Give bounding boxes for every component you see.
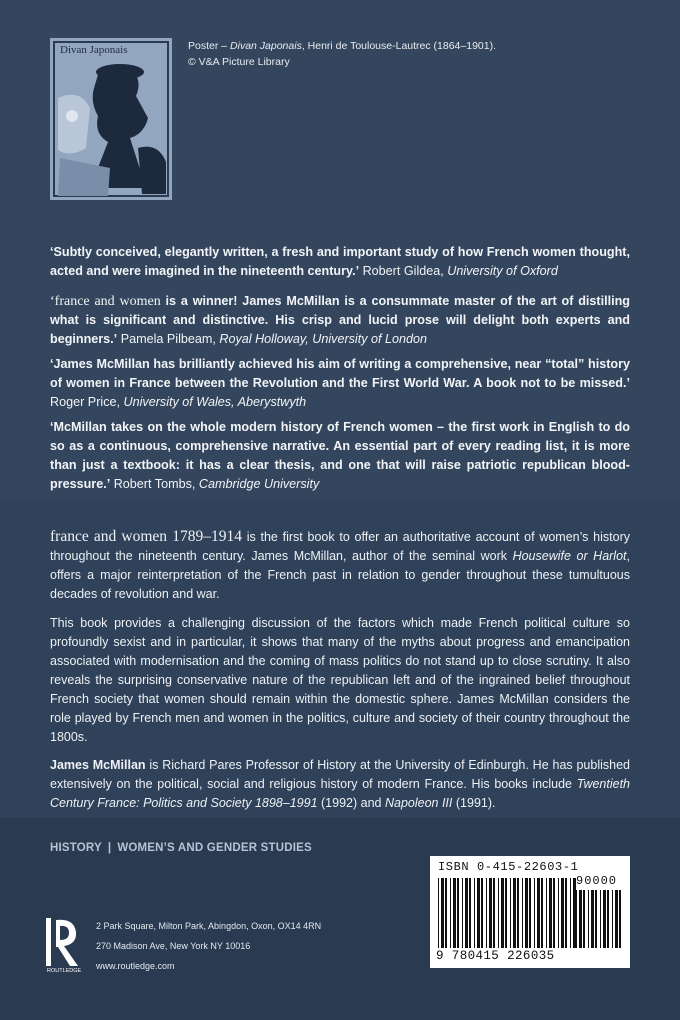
subject-primary: HISTORY xyxy=(50,842,102,854)
barcode-bar xyxy=(498,878,499,948)
cited-book: Napoleon III xyxy=(384,796,453,810)
barcode-bar xyxy=(462,878,463,948)
addon-bars xyxy=(576,890,624,948)
barcode-bar xyxy=(595,890,597,948)
barcode-bar xyxy=(541,878,543,948)
routledge-logo-icon xyxy=(44,916,90,974)
subject-categories xyxy=(50,842,312,854)
barcode-bar xyxy=(583,890,585,948)
barcode-bar xyxy=(549,878,552,948)
barcode-bar xyxy=(481,878,483,948)
barcode-bar xyxy=(513,878,516,948)
barcode-bar xyxy=(576,890,577,948)
barcode-bar xyxy=(441,878,444,948)
description-paragraph-2: This book provides a challenging discussion of the factors which made French political culture so profoundly sexist and in particular, it shows that many of the myths about progress and emancipation associated with modernisation and the coming of mass politics do not stand up to close scrutiny. It also reveals the surprising conservative nature of the republican left and of the ingrained belief throughout French society that women should remain within the domestic sphere. James McMillan considers the role played by French men and women in the politics, culture and society of their country throughout the 1800s. xyxy=(50,616,630,744)
barcode-bar xyxy=(619,890,621,948)
caption-credit: © V&A Picture Library xyxy=(188,56,290,68)
quote-affiliation: University of Wales, Aberystwyth xyxy=(123,395,307,409)
isbn-number: ISBN 0-415-22603-1 xyxy=(438,860,579,874)
barcode-bar xyxy=(445,878,447,948)
book-title: france and women 1789–1914 xyxy=(50,528,242,545)
barcode-bar xyxy=(546,878,547,948)
ean-bars xyxy=(438,878,576,948)
review-quote-2 xyxy=(50,292,630,349)
barcode-bar xyxy=(493,878,495,948)
desc-text: is Richard Pares Professor of History at the University of Edinburgh. He has published extensively on the political, social and religious history of modern France. His books include xyxy=(50,758,630,791)
review-quote-4 xyxy=(50,418,630,494)
barcode-bar xyxy=(453,878,456,948)
barcode-bar xyxy=(510,878,511,948)
barcode-bar xyxy=(558,878,559,948)
poster-image xyxy=(50,38,172,200)
barcode-bar xyxy=(486,878,487,948)
quote-affiliation: Cambridge University xyxy=(198,477,320,491)
barcode-bar xyxy=(525,878,528,948)
desc-text: (1992) and xyxy=(321,796,382,810)
caption-prefix: Poster – xyxy=(188,40,231,52)
caption-line-1 xyxy=(188,38,496,54)
author-name: James McMillan xyxy=(50,758,146,772)
barcode-bar xyxy=(465,878,468,948)
barcode-bar xyxy=(522,878,523,948)
ean-number: 9 780415 226035 xyxy=(436,949,555,963)
poster-caption xyxy=(188,38,496,70)
barcode-bar xyxy=(553,878,555,948)
quote-author: Pamela Pilbeam, xyxy=(120,332,216,346)
subject-secondary: WOMEN’S AND GENDER STUDIES xyxy=(117,842,312,854)
logo-wordmark: ROUTLEDGE xyxy=(47,968,82,974)
barcode-bar xyxy=(615,890,618,948)
desc-text: is the first book to offer an authoritative account of women’s history throughout the nineteenth century. James McMillan, author of the seminal work xyxy=(50,530,630,563)
barcode-bar xyxy=(438,878,439,948)
subject-separator: | xyxy=(107,842,112,854)
publisher-address-uk: 2 Park Square, Milton Park, Abingdon, Oxon, OX14 4RN xyxy=(96,921,322,931)
barcode-bar xyxy=(561,878,564,948)
barcode-bar xyxy=(537,878,540,948)
price-code: 90000 xyxy=(576,874,618,888)
barcode-bar xyxy=(565,878,567,948)
quote-text: is a winner! James McMillan is a consummate master of the art of distilling what is significant and distinctive. His crisp and lucid prose will delight both experts and beginners.’ xyxy=(50,294,630,346)
barcode-bar xyxy=(457,878,459,948)
poster-title-text: Divan Japonais xyxy=(60,44,128,56)
quote-text: ‘McMillan takes on the whole modern history of French women – the first work in English to do so as a continuous, comprehensive narrative. An essential part of every reading list, it is more than just a textbook: it has a clear thesis, and one that will raise patriotic republican blood-pressure.’ xyxy=(50,420,630,491)
quote-text: ‘Subtly conceived, elegantly written, a fresh and important study of how French women thought, acted and were imagined in the nineteenth century.’ xyxy=(50,245,630,278)
publisher-website[interactable]: www.routledge.com xyxy=(96,961,175,971)
review-quote-1 xyxy=(50,243,630,281)
barcode-bar xyxy=(477,878,480,948)
poster-illustration xyxy=(50,38,172,200)
cited-work: Housewife or Harlot xyxy=(512,549,627,563)
barcode-bar xyxy=(603,890,606,948)
barcode-bar xyxy=(450,878,451,948)
barcode-bar xyxy=(474,878,475,948)
barcode-bar xyxy=(505,878,507,948)
caption-suffix: , Henri de Toulouse-Lautrec (1864–1901). xyxy=(301,40,497,52)
quote-author: Robert Tombs, xyxy=(113,477,196,491)
desc-text: (1991). xyxy=(455,796,496,810)
quote-author: Robert Gildea, xyxy=(362,264,444,278)
barcode-bar xyxy=(534,878,535,948)
quote-author: Roger Price, xyxy=(50,395,120,409)
barcode-bar xyxy=(579,890,582,948)
barcode-bar xyxy=(529,878,531,948)
barcode-bar xyxy=(570,878,571,948)
publisher-address-us: 270 Madison Ave, New York NY 10016 xyxy=(96,941,251,951)
barcode-bar xyxy=(501,878,504,948)
quote-affiliation: Royal Holloway, University of London xyxy=(219,332,428,346)
review-quote-3 xyxy=(50,355,630,412)
barcode-bar xyxy=(588,890,589,948)
barcode-bar xyxy=(607,890,609,948)
barcode-bar xyxy=(489,878,492,948)
barcode-bar xyxy=(591,890,594,948)
barcode-bar xyxy=(600,890,601,948)
description-paragraph-1 xyxy=(50,527,630,604)
isbn-barcode xyxy=(430,856,630,968)
barcode-bar xyxy=(469,878,471,948)
desc-text: , offers a major reinterpretation of the French past in relation to gender throughout these tumultuous decades of revolution and war. xyxy=(50,549,630,601)
quote-affiliation: University of Oxford xyxy=(447,264,558,278)
barcode-bar xyxy=(612,890,613,948)
cited-book: Twentieth Century France: Politics and Society 1898–1991 xyxy=(50,777,630,810)
quote-text: ‘James McMillan has brilliantly achieved his aim of writing a comprehensive, near “total” history of women in France between the Revolution and the First World War. A book not to be missed.’ xyxy=(50,357,630,390)
quote-book-title: ‘france and women xyxy=(50,294,161,309)
author-bio xyxy=(50,756,630,813)
barcode-bar xyxy=(517,878,519,948)
caption-title: Divan Japonais xyxy=(230,40,302,52)
